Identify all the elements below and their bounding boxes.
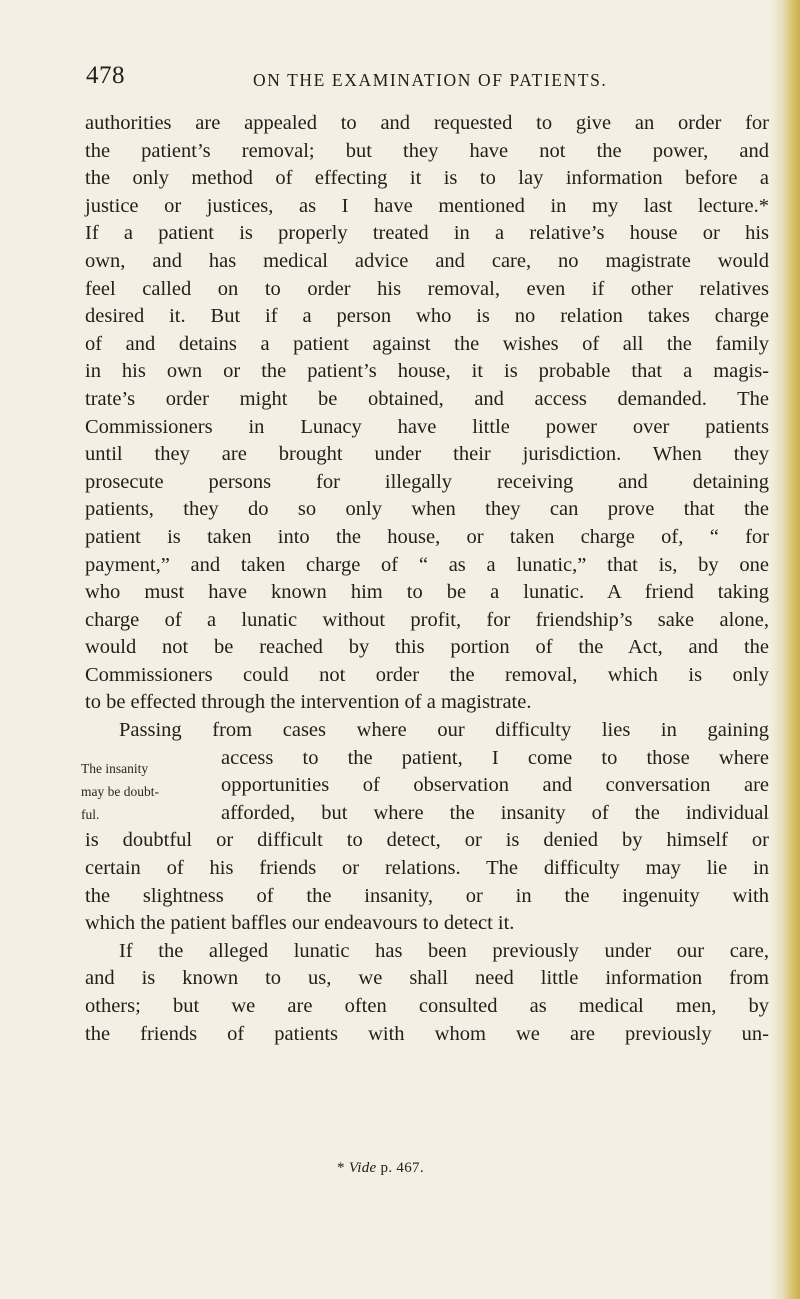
footnote-marker: * bbox=[337, 1160, 345, 1176]
text-line: access to the patient, I come to those where bbox=[221, 746, 769, 769]
text-line: the patient’s removal; but they have not the power, and bbox=[85, 139, 769, 162]
text-line: prosecute persons for illegally receiving and detaining bbox=[85, 470, 769, 493]
text-line: trate’s order might be obtained, and access demanded. The bbox=[85, 387, 769, 410]
margin-note-line: The insanity bbox=[81, 760, 149, 776]
text-line: Commissioners in Lunacy have little power over patients bbox=[85, 415, 769, 438]
text-line: opportunities of observation and conversation are bbox=[221, 774, 769, 797]
text-line: certain of his friends or relations. The difficulty may lie in bbox=[85, 857, 769, 880]
text-line: the friends of patients with whom we are previously un- bbox=[85, 1022, 769, 1045]
paragraph-2 bbox=[81, 717, 769, 938]
paragraph-3 bbox=[85, 938, 769, 1048]
running-head: ON THE EXAMINATION OF PATIENTS. bbox=[253, 70, 608, 90]
footnote-vide: Vide bbox=[348, 1160, 377, 1176]
text-line: and is known to us, we shall need little information from bbox=[85, 967, 769, 990]
text-line: to be effected through the intervention of a magistrate. bbox=[85, 691, 532, 714]
text-line: If a patient is properly treated in a relative’s house or his bbox=[85, 222, 769, 245]
margin-note-line: may be doubt- bbox=[81, 783, 159, 799]
text-line: is doubtful or difficult to detect, or is denied by himself or bbox=[85, 829, 769, 852]
page-number: 478 bbox=[86, 62, 125, 89]
text-line: payment,” and taken charge of “ as a lunatic,” that is, by one bbox=[85, 553, 769, 576]
text-line: If the alleged lunatic has been previously under our care, bbox=[119, 939, 769, 962]
text-line: in his own or the patient’s house, it is probable that a magis- bbox=[85, 360, 769, 383]
text-line: Passing from cases where our difficulty lies in gaining bbox=[119, 719, 769, 742]
body-text bbox=[81, 110, 769, 1048]
text-line: Commissioners could not order the removal, which is only bbox=[85, 663, 769, 686]
text-line: afforded, but where the insanity of the individual bbox=[221, 801, 769, 824]
text-line: justice or justices, as I have mentioned in my last lecture.* bbox=[85, 194, 769, 217]
text-line: feel called on to order his removal, even if other relatives bbox=[85, 277, 769, 300]
text-line: patients, they do so only when they can prove that the bbox=[85, 498, 769, 521]
footnote-ref: p. 467. bbox=[380, 1160, 424, 1176]
text-line: others; but we are often consulted as medical men, by bbox=[85, 995, 769, 1018]
text-line: who must have known him to be a lunatic. A friend taking bbox=[85, 581, 769, 604]
shifted-lines bbox=[221, 745, 769, 828]
text-line: charge of a lunatic without profit, for friendship’s sake alone, bbox=[85, 608, 769, 631]
text-line: of and detains a patient against the wishes of all the family bbox=[85, 332, 769, 355]
paragraph-1 bbox=[85, 110, 769, 717]
margin-note-line: ful. bbox=[81, 806, 100, 822]
text-line: patient is taken into the house, or taken charge of, “ for bbox=[85, 525, 769, 548]
text-line: the slightness of the insanity, or in the ingenuity with bbox=[85, 884, 769, 907]
text-line: would not be reached by this portion of the Act, and the bbox=[85, 636, 769, 659]
text-line: the only method of effecting it is to lay information before a bbox=[85, 167, 769, 190]
text-line: desired it. But if a person who is no relation takes charge bbox=[85, 305, 769, 328]
page-header bbox=[86, 62, 766, 92]
margin-note bbox=[81, 757, 207, 826]
text-line: own, and has medical advice and care, no magistrate would bbox=[85, 249, 769, 272]
page-edge bbox=[770, 0, 800, 1299]
text-line: which the patient baffles our endeavours to detect it. bbox=[85, 912, 515, 935]
text-line: authorities are appealed to and requested to give an order for bbox=[85, 112, 769, 134]
margin-note-block bbox=[81, 745, 769, 828]
text-line: until they are brought under their jurisdiction. When they bbox=[85, 443, 769, 466]
footnote bbox=[337, 1160, 424, 1177]
